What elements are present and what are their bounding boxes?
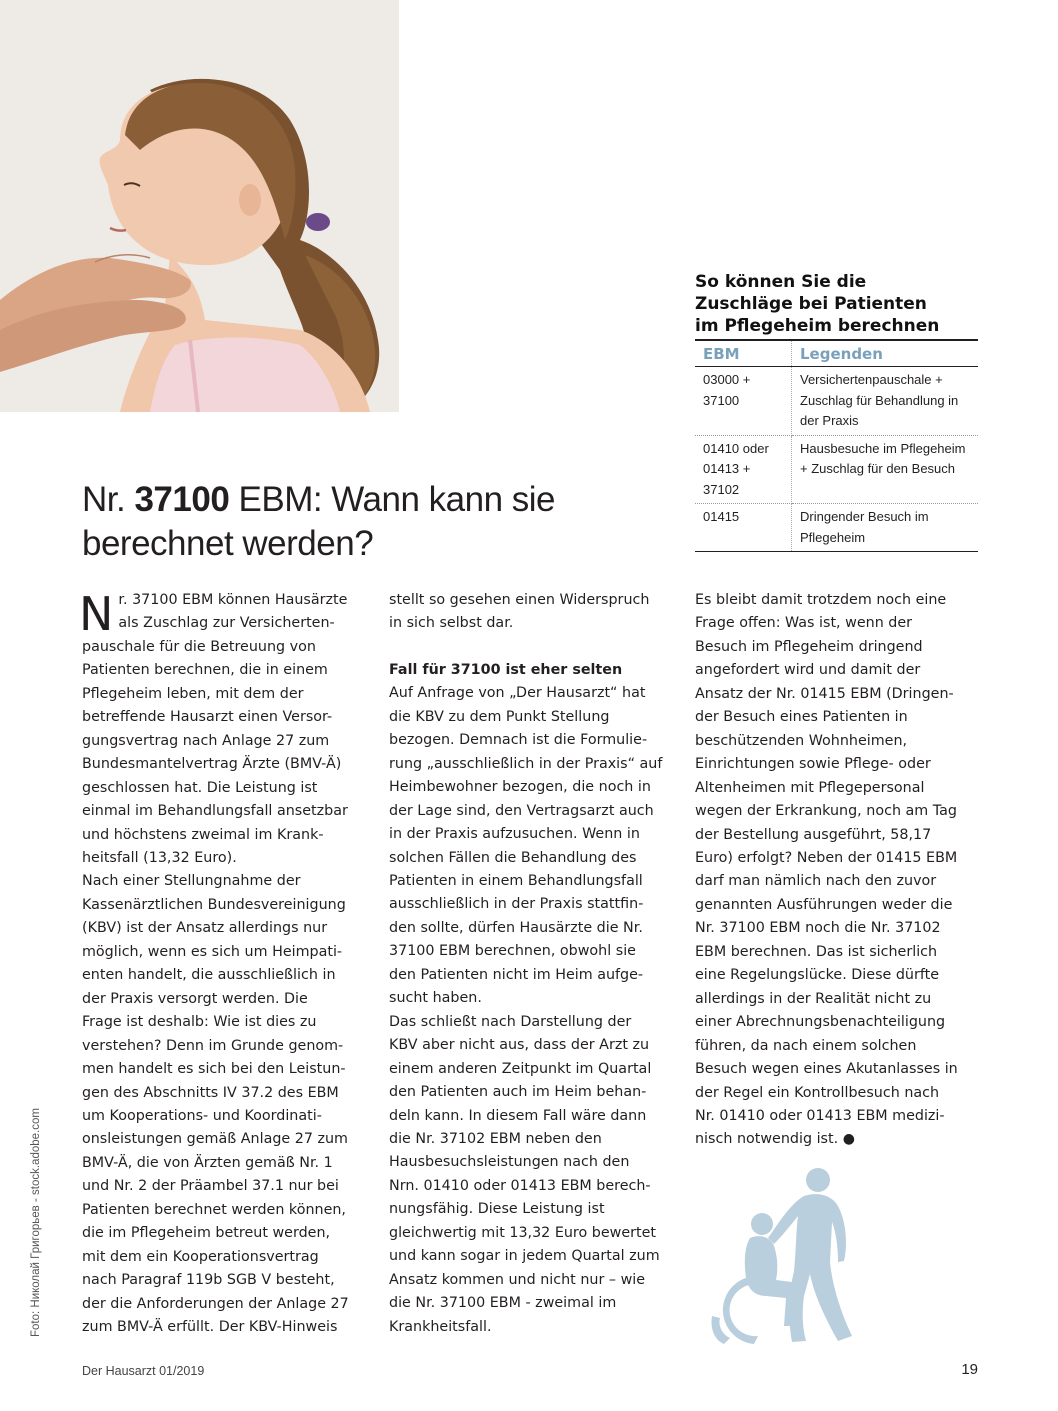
table-cell-legend: Hausbesuche im Pflegeheim + Zuschlag für den Besuch <box>792 435 979 504</box>
table-cell-legend: Versichertenpauschale + Zuschlag für Behandlung in der Praxis <box>792 367 979 436</box>
article-column-1 <box>79 587 368 1340</box>
paragraph: stellt so gesehen einen Widerspruch in sich selbst dar. <box>389 592 650 632</box>
paragraph <box>695 589 981 1152</box>
info-box-title <box>695 271 978 339</box>
page-number: 19 <box>961 1361 978 1378</box>
photo-credit: Foto: Николай Григорьев - stock.adobe.com <box>30 1108 42 1337</box>
paragraph: Auf Anfrage von „Der Hausarzt“ hat die KBV zu dem Punkt Stellung bezogen. Demnach ist die Formulie- rung „ausschließlich in der Praxis“ auf Heimbewohner bezogen, die noch in der Lage sind, den Vertragsarzt auch in der Praxis aufzusuchen. Wenn in solchen Fällen die Behandlung des Patienten in einem Behandlungsfall ausschließlich in der Praxis stattfin- den sollte, dürfen Hausärzte die Nr. 37100 EBM berechnen, obwohl sie den Patienten nicht im Heim aufge- sucht haben. <box>389 685 663 1007</box>
wheelchair-silhouette-icon <box>706 1166 876 1346</box>
info-box-title-line: Zuschläge bei Patienten <box>695 294 927 314</box>
column-header-legenden: Legenden <box>792 340 979 367</box>
paragraph: Das schließt nach Darstellung der KBV aber nicht aus, dass der Arzt zu einem anderen Zeitpunkt im Quartal den Patienten auch im Heim behan- deln kann. In diesem Fall wäre dann die Nr. 37102 EBM neben den Hausbesuchsleistungen nach den Nrn. 01410 oder 01413 EBM berech- nungsfähig. Diese Leistung ist gleichwertig mit 13,32 Euro bewertet und kann sogar in jedem Quartal zum Ansatz kommen und nicht nur – wie die Nr. 37100 EBM - zweimal im Krankheitsfall. <box>389 1013 660 1335</box>
end-mark-icon: ● <box>842 1131 855 1148</box>
footer-publication: Der Hausarzt 01/2019 <box>82 1364 205 1378</box>
info-box-title-line: So können Sie die <box>695 272 867 292</box>
paragraph-text: Es bleibt damit trotzdem noch eine Frage offen: Was ist, wenn der Besuch im Pflegeheim dringend angefordert wird und damit der Ansatz der Nr. 01415 EBM (Dringen- der Besuch eines Patienten in beschützenden Wohnheimen, Einrichtungen sowie Pflege- oder Altenheimen mit Pflegepersonal wegen der Erkrankung, noch am Tag der Bestellung ausgeführt, 58,17 Euro) erfolgt? Neben der 01415 EBM darf man nämlich nach den zuvor genannten Ausführungen weder die Nr. 37100 EBM noch die Nr. 37102 EBM berechnen. Das ist sicherlich eine Regelungslücke. Diese dürfte allerdings in der Realität nicht zu einer Abrechnungsbenachteiligung führen, da nach einem solchen Besuch wegen eines Akutanlasses in der Regel ein Kontrollbesuch nach Nr. 01410 oder 01413 EBM medizi- nisch notwendig ist. <box>695 592 958 1148</box>
headline-line2: berechnet werden? <box>82 524 374 563</box>
paragraph <box>79 587 368 870</box>
article-column-3 <box>695 589 981 1152</box>
column-header-ebm: EBM <box>695 340 792 367</box>
ebm-table <box>695 339 978 552</box>
paragraph-text: r. 37100 EBM können Hausärzte als Zuschlag zur Versicherten- pauschale für die Betreuung von Patienten berechnen, die in einem Pflegeheim leben, mit dem der betreffende Hausarzt einen Versor- gungsvertrag nach Anlage 27 zum Bundesmantelvertrag Ärzte (BMV-Ä) geschlossen hat. Die Leistung ist einmal im Behandlungsfall ansetzbar und höchstens zweimal im Krank- heitsfall (13,32 Euro). <box>82 592 348 866</box>
ebm-info-box <box>695 271 978 552</box>
headline-number: 37100 <box>134 480 230 519</box>
drop-cap: N <box>79 587 114 641</box>
headline-suffix: EBM: Wann kann sie <box>229 480 556 519</box>
table-cell-ebm: 01415 <box>695 504 792 552</box>
table-cell-ebm: 01410 oder 01413 + 37102 <box>695 435 792 504</box>
paragraph: Nach einer Stellungnahme der Kassenärztlichen Bundesvereinigung (KBV) ist der Ansatz allerdings nur möglich, wenn es sich um Heimpati- enten handelt, die ausschließlich in der Praxis versorgt werden. Die Frage ist deshalb: Wie ist dies zu verstehen? Denn im Grunde genom- men handelt es sich bei den Leistun- gen des Abschnitts IV 37.2 des EBM um Kooperations- und Koordinati- onsleistungen gemäß Anlage 27 zum BMV-Ä, die von Ärzten gemäß Nr. 1 und Nr. 2 der Präambel 37.1 nur bei Patienten berechnet werden können, die im Pflegeheim betreut werden, mit dem ein Kooperationsvertrag nach Paragraf 119b SGB V besteht, der die Anforderungen der Anlage 27 zum BMV-Ä erfüllt. Der KBV-Hinweis <box>82 873 349 1336</box>
table-row <box>695 435 978 504</box>
info-box-title-line: im Pflegeheim berechnen <box>695 316 940 336</box>
table-row <box>695 367 978 436</box>
article-headline <box>82 478 642 566</box>
article-photo <box>0 0 399 412</box>
section-subheading: Fall für 37100 ist eher selten <box>389 661 623 678</box>
girl-examination-image <box>0 0 399 412</box>
table-cell-legend: Dringender Besuch im Pflegeheim <box>792 504 979 552</box>
article-column-2 <box>389 589 675 1339</box>
table-cell-ebm: 03000 + 37100 <box>695 367 792 436</box>
table-row <box>695 504 978 552</box>
headline-prefix: Nr. <box>82 480 135 519</box>
